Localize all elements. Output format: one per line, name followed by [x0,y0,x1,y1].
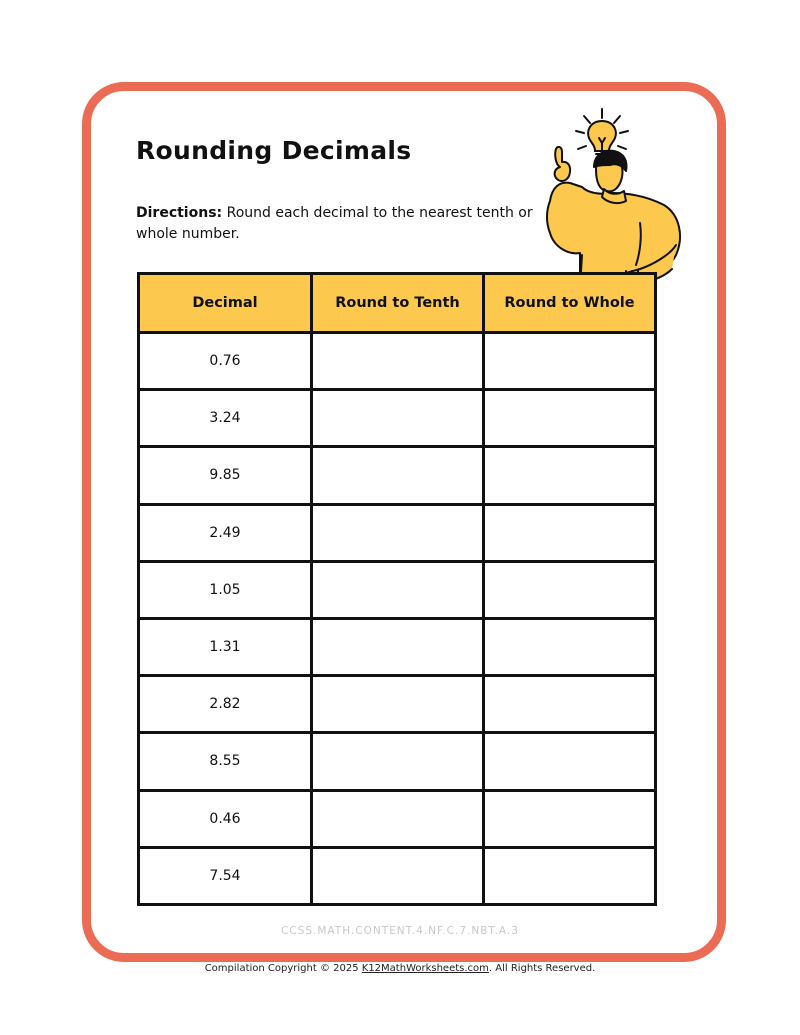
whole-answer-cell[interactable] [484,847,656,904]
thinking-person-illustration [540,105,690,287]
whole-answer-cell[interactable] [484,504,656,561]
whole-answer-cell[interactable] [484,561,656,618]
decimal-cell: 7.54 [139,847,312,904]
table-row [139,504,656,561]
table-row [139,847,656,904]
decimal-cell: 3.24 [139,390,312,447]
decimal-cell: 2.82 [139,676,312,733]
tenth-answer-cell[interactable] [312,504,484,561]
table-row [139,561,656,618]
whole-answer-cell[interactable] [484,733,656,790]
standard-code: CCSS.MATH.CONTENT.4.NF.C.7.NBT.A.3 [281,925,519,937]
table-row [139,447,656,504]
tenth-answer-cell[interactable] [312,847,484,904]
decimal-cell: 1.05 [139,561,312,618]
directions-text: Round each decimal to the nearest tenth or whole number. [136,205,533,242]
tenth-answer-cell[interactable] [312,733,484,790]
decimal-cell: 0.46 [139,790,312,847]
rounding-table [137,272,657,906]
tenth-answer-cell[interactable] [312,561,484,618]
website-link[interactable]: K12MathWorksheets.com [361,963,489,974]
whole-answer-cell[interactable] [484,333,656,390]
table-row [139,618,656,675]
whole-answer-cell[interactable] [484,676,656,733]
header-round-to-tenth: Round to Tenth [312,274,484,333]
footer-suffix: . All Rights Reserved. [488,963,596,974]
tenth-answer-cell[interactable] [312,790,484,847]
tenth-answer-cell[interactable] [312,390,484,447]
table-row [139,676,656,733]
directions-label: Directions: [136,205,223,221]
tenth-answer-cell[interactable] [312,676,484,733]
table-row [139,790,656,847]
tenth-answer-cell[interactable] [312,333,484,390]
table-header-row [139,274,656,333]
lightbulb-icon [576,109,628,158]
footer-prefix: Compilation Copyright © 2025 [204,963,362,974]
copyright-footer [0,963,800,974]
table-row [139,390,656,447]
worksheet-title: Rounding Decimals [136,136,412,165]
whole-answer-cell[interactable] [484,390,656,447]
table-row [139,333,656,390]
tenth-answer-cell[interactable] [312,447,484,504]
decimal-cell: 2.49 [139,504,312,561]
whole-answer-cell[interactable] [484,447,656,504]
whole-answer-cell[interactable] [484,790,656,847]
decimal-cell: 0.76 [139,333,312,390]
decimal-cell: 9.85 [139,447,312,504]
whole-answer-cell[interactable] [484,618,656,675]
decimal-cell: 8.55 [139,733,312,790]
tenth-answer-cell[interactable] [312,618,484,675]
header-decimal: Decimal [139,274,312,333]
header-round-to-whole: Round to Whole [484,274,656,333]
table-row [139,733,656,790]
directions [136,203,556,245]
decimal-cell: 1.31 [139,618,312,675]
